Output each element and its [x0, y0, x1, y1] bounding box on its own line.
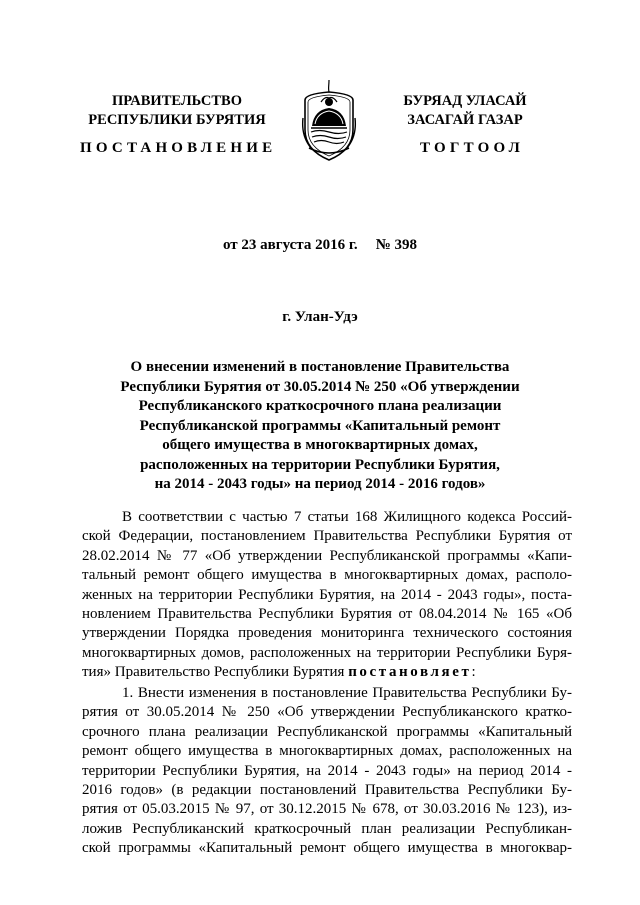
- title-line: О внесении изменений в постановление Правительства: [130, 359, 510, 375]
- body-line: 1. Внести изменения в постановление Правительства Республики Бу-: [122, 685, 572, 701]
- header-left-authority: [82, 92, 272, 130]
- body-line: рятия от 30.05.2014 № 250 «Об утверждении Республиканского кратко-: [82, 704, 572, 721]
- resolves-keyword: постановляет: [348, 664, 472, 681]
- body-line: территории Республики Бурятия, на 2014 - 2043 годы» на период 2014 -: [82, 762, 572, 779]
- header-right-authority: [370, 92, 560, 130]
- title-line: Республиканского краткосрочного плана реализации: [138, 398, 502, 414]
- body-line: женных на территории Республики Бурятия, на 2014 - 2043 годы», поста-: [82, 586, 572, 603]
- body-line-last: [82, 663, 572, 682]
- header-right-line2: ЗАСАГАЙ ГАЗАР: [407, 112, 523, 128]
- body-line: тальный ремонт общего имущества в многоквартирных домах, располо-: [82, 567, 572, 584]
- coat-of-arms-buryatia-icon: [299, 78, 359, 162]
- item-1-paragraph: [82, 684, 572, 859]
- body-line: 28.02.2014 № 77 «Об утверждении Республиканской программы «Капи-: [82, 547, 572, 564]
- document-date: от 23 августа 2016 г.: [222, 237, 358, 253]
- title-line: Республиканской программы «Капитальный ремонт: [139, 417, 501, 434]
- header-right-line1: БУРЯАД УЛАСАЙ: [403, 93, 527, 109]
- body-line: многоквартирных домов, расположенных на территории Республики Буря-: [82, 644, 572, 661]
- preamble-ending-text: тия» Правительство Республики Бурятия: [82, 664, 349, 681]
- document-title: [110, 358, 530, 495]
- body-line: ложив Республиканский краткосрочный план реализации Республикан-: [82, 820, 572, 837]
- body-line: новлением Правительства Республики Бурятия от 08.04.2014 № 165 «Об: [82, 606, 572, 623]
- body-line: рятия от 05.03.2015 № 97, от 30.12.2015 № 678, от 30.03.2016 № 123), из-: [82, 801, 572, 818]
- preamble-paragraph: [82, 508, 572, 683]
- header-left-line2: РЕСПУБЛИКИ БУРЯТИЯ: [88, 112, 266, 128]
- document-number: № 398: [375, 237, 418, 253]
- colon: :: [471, 664, 476, 681]
- body-line: ской Федерации, постановлением Правительства Республики Бурятия от: [82, 528, 572, 545]
- title-line: Республики Бурятия от 30.05.2014 № 250 «Об утверждении: [120, 378, 520, 395]
- title-line: общего имущества в многоквартирных домах,: [162, 437, 478, 453]
- header-left-line1: ПРАВИТЕЛЬСТВО: [112, 93, 242, 109]
- date-number-line: [0, 237, 640, 254]
- body-line: ской программы «Капитальный ремонт общего имущества в многоквар-: [82, 840, 572, 857]
- document-city: г. Улан-Удэ: [282, 309, 358, 325]
- body-line: утверждении Порядка проведения мониторинга технического состояния: [82, 625, 572, 642]
- body-line: 2016 годов» (в редакции постановлений Правительства Республики Бу-: [82, 782, 572, 799]
- body-line: срочного плана реализации Республиканской программы «Капитальный: [82, 723, 572, 740]
- doc-type-left: ПОСТАНОВЛЕНИЕ: [80, 140, 277, 156]
- body-line: ремонт общего имущества в многоквартирных домах, расположенных на: [82, 743, 572, 760]
- title-line: расположенных на территории Республики Бурятия,: [140, 456, 500, 473]
- doc-type-right: ТОГТООЛ: [420, 140, 524, 156]
- title-line: на 2014 - 2043 годы» на период 2014 - 2016 годов»: [154, 476, 486, 492]
- body-line: В соответствии с частью 7 статьи 168 Жилищного кодекса Россий-: [122, 509, 572, 525]
